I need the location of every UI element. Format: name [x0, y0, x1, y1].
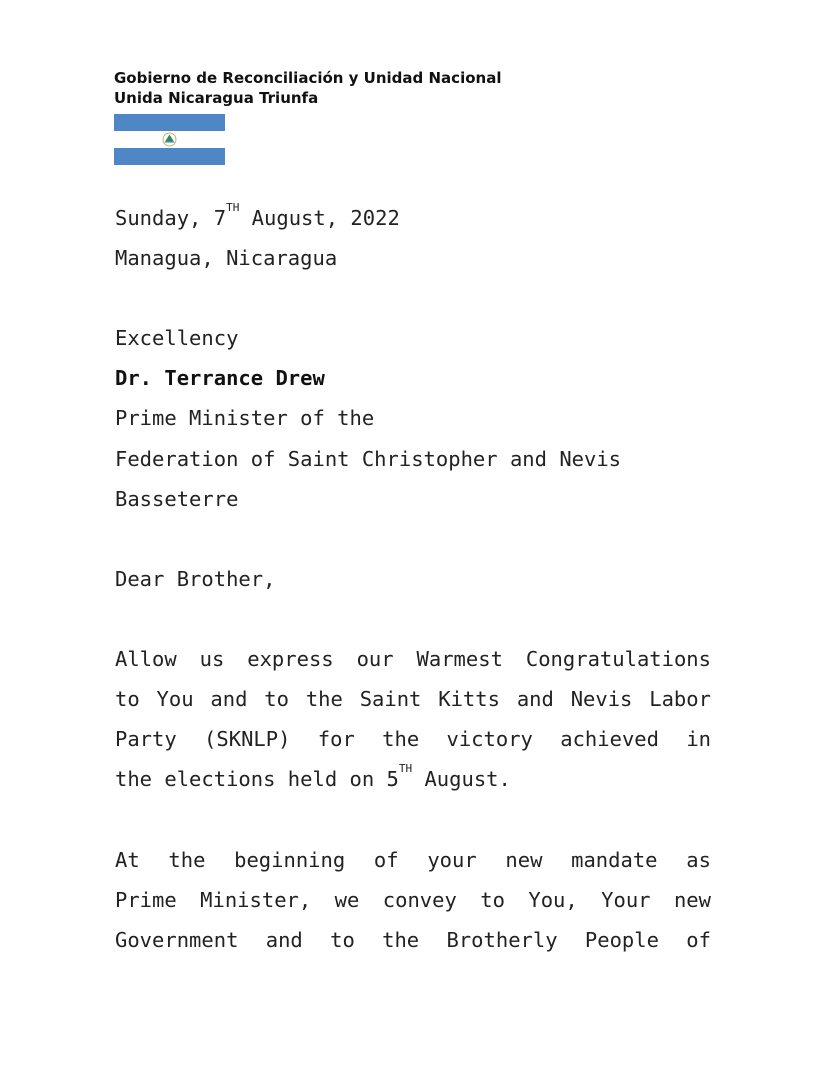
word: Brotherly	[446, 927, 558, 952]
word: Warmest	[416, 647, 503, 672]
word: Minister,	[200, 887, 312, 912]
paragraph-congratulations	[115, 639, 711, 799]
word: our	[356, 647, 394, 672]
word: convey	[382, 887, 457, 912]
word: the	[382, 727, 420, 752]
word: Party	[115, 727, 177, 752]
word: Government	[115, 927, 239, 952]
word: us	[199, 647, 225, 672]
word: the	[305, 687, 343, 712]
paragraph-line	[115, 920, 711, 960]
letterhead	[114, 68, 501, 108]
word: victory	[446, 727, 533, 752]
paragraph-line	[115, 719, 711, 759]
word: to	[115, 687, 140, 712]
recipient-city: Basseterre	[115, 486, 239, 511]
word: Congratulations	[525, 647, 711, 672]
word: we	[334, 887, 360, 912]
recipient-role: Prime Minister of the	[115, 406, 375, 431]
recipient-country: Federation of Saint Christopher and Nevis	[115, 446, 622, 471]
word: to	[264, 687, 289, 712]
nicaragua-flag-icon	[114, 114, 225, 165]
word: (SKNLP)	[204, 727, 291, 752]
letterhead-motto: Unida Nicaragua Triunfa	[114, 89, 319, 107]
word: express	[247, 647, 334, 672]
word: Kitts	[438, 687, 500, 712]
flag-top-stripe	[114, 114, 225, 131]
word: of	[373, 847, 399, 872]
paragraph-line	[115, 639, 711, 679]
recipient-name: Dr. Terrance Drew	[115, 366, 325, 391]
word: the	[382, 927, 420, 952]
word: new	[505, 847, 543, 872]
word: and	[210, 687, 248, 712]
word: achieved	[560, 727, 659, 752]
word: new	[673, 887, 711, 912]
word: Allow	[115, 647, 177, 672]
word: Nevis	[570, 687, 633, 712]
paragraph-line	[115, 880, 711, 920]
flag-emblem-icon	[163, 133, 176, 146]
paragraph-mandate	[115, 840, 711, 960]
word: Labor	[649, 687, 711, 712]
word: to	[480, 887, 505, 912]
word: mandate	[571, 847, 658, 872]
paragraph-line	[115, 679, 711, 719]
word: of	[686, 927, 711, 952]
paragraph-line	[115, 840, 711, 880]
letter-place: Managua, Nicaragua	[115, 246, 338, 271]
word: Prime	[115, 887, 177, 912]
word: your	[427, 847, 477, 872]
word: to	[330, 927, 355, 952]
word: in	[686, 727, 711, 752]
word: and	[265, 927, 303, 952]
flag-bottom-stripe	[114, 148, 225, 165]
letter-date: Sunday, 7TH August, 2022	[115, 201, 400, 230]
word: as	[686, 847, 711, 872]
word: People	[584, 927, 659, 952]
letter-body	[115, 198, 711, 960]
word: for	[317, 727, 355, 752]
word: Your	[601, 887, 651, 912]
word: Saint	[359, 687, 422, 712]
word: You	[156, 687, 194, 712]
letter-greeting: Dear Brother,	[115, 566, 276, 591]
word: beginning	[234, 847, 346, 872]
word: You,	[528, 887, 578, 912]
word: the	[168, 847, 206, 872]
word: At	[115, 847, 140, 872]
word: and	[516, 687, 554, 712]
recipient-salutation-title: Excellency	[115, 326, 239, 351]
paragraph-line: the elections held on 5TH August.	[115, 762, 511, 792]
letterhead-government-name: Gobierno de Reconciliación y Unidad Nacional	[114, 69, 502, 87]
